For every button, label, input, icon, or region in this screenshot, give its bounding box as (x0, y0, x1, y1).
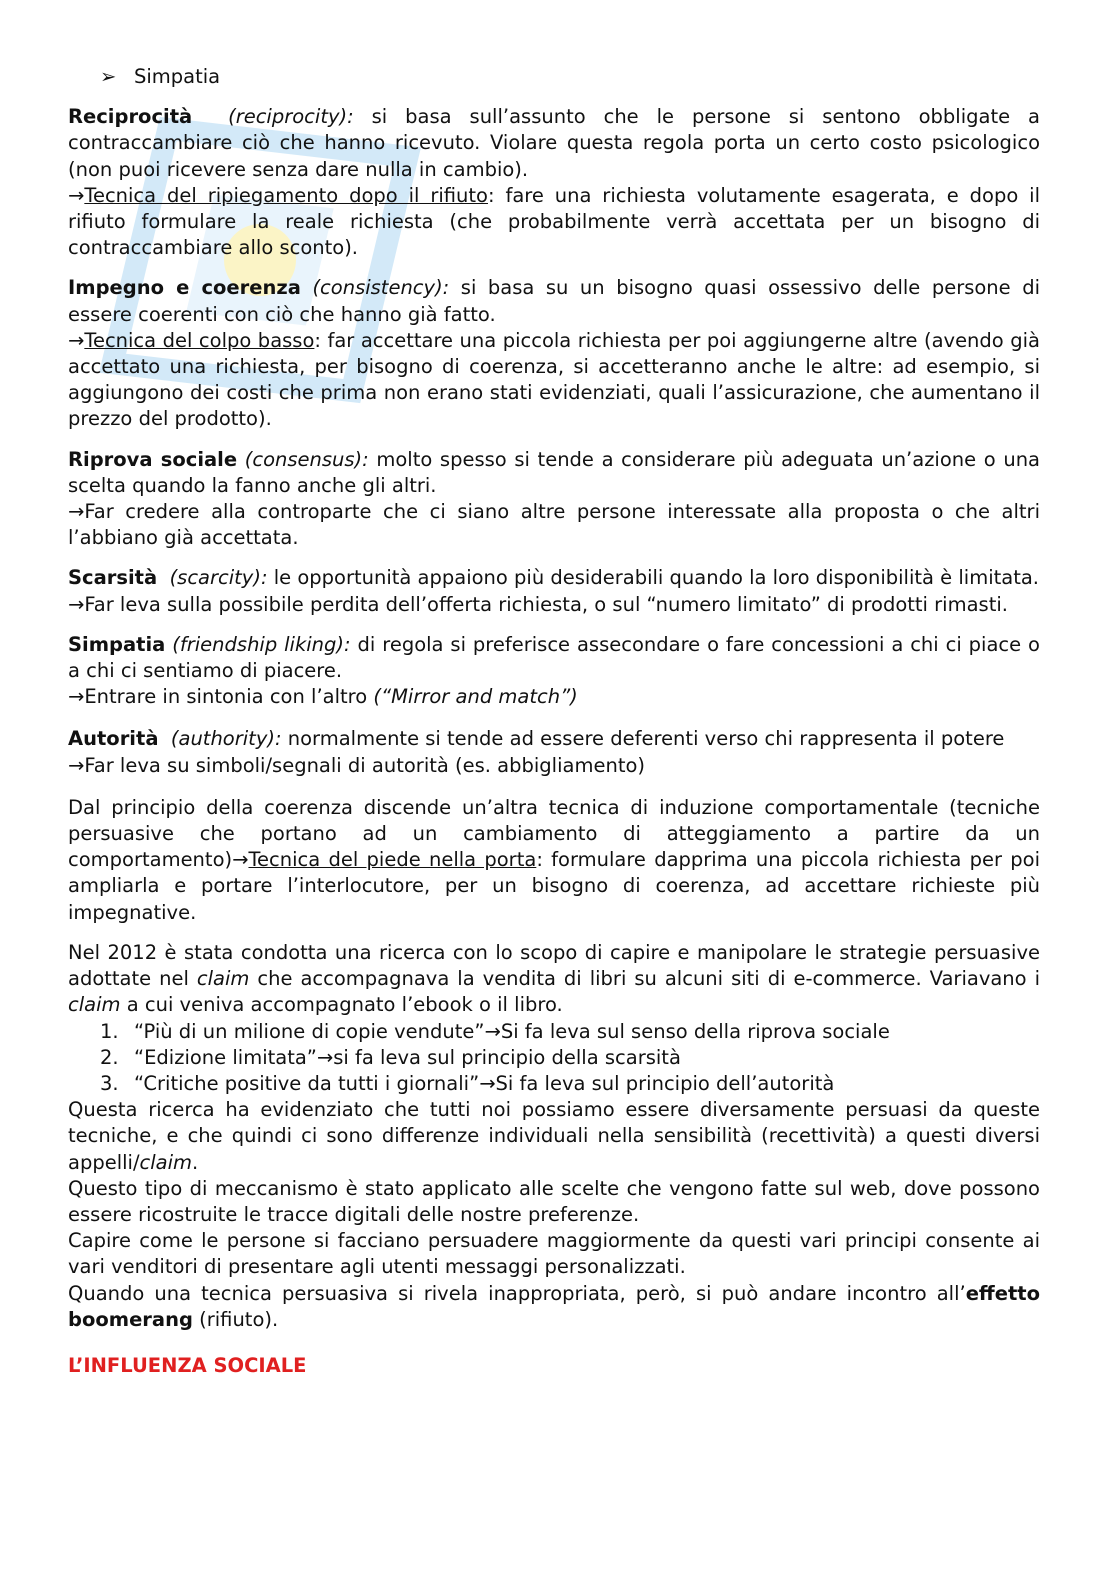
arrow-icon: → (316, 1045, 334, 1069)
arrow-icon: → (479, 1071, 496, 1095)
arrow-icon: → (68, 753, 85, 777)
term-authority-en: (authority): (170, 727, 282, 751)
boomerang-term: effetto boomerang (68, 1281, 1040, 1331)
paragraph-scarcity-tip (68, 592, 1040, 618)
list-text: si fa leva sul principio della scarsità (333, 1045, 681, 1069)
list-item (100, 1071, 1040, 1097)
technique-ripiegamento: Tecnica del ripiegamento dopo il rifiuto (84, 183, 488, 207)
technique-piede-porta: Tecnica del piede nella porta (248, 848, 537, 872)
section-title: L’INFLUENZA SOCIALE (68, 1353, 307, 1377)
research-text-a: Nel 2012 è stata condotta una ricerca con lo scopo di capire e manipolare le strategie persuasive adottate nel (68, 940, 1040, 991)
claims-list (68, 1019, 1040, 1098)
boomerang-text-b: (rifiuto). (192, 1307, 279, 1331)
arrow-icon: → (68, 685, 85, 709)
list-number: 2. (100, 1045, 119, 1069)
consistency-text: si basa su un bisogno quasi ossessivo delle persone di essere coerenti con ciò che hanno già fatto. (68, 276, 1040, 326)
research-result-claim: claim (139, 1150, 193, 1174)
list-item (100, 1019, 1040, 1045)
paragraph-consensus-tip (68, 499, 1040, 551)
list-quote: “Edizione limitata” (134, 1045, 317, 1069)
technique-colpo-basso-text: : far accettare una piccola richiesta per poi aggiungerne altre (avendo già accettato una richiesta, per bisogno di coerenza, si accetteranno anche le altre: ad esempio, si aggiungono dei costi che prima non erano stati evidenziati, quali l’assicurazione, che aumentano il prezzo del prodotto). (68, 328, 1040, 431)
paragraph-liking-tip (68, 684, 1040, 710)
paragraph-authority (68, 726, 1040, 752)
paragraph-foot-in-door (68, 795, 1040, 926)
technique-piede-porta-text: : formulare dapprima una piccola richiesta per poi ampliarla e portare l’interlocutore, per un bisogno di coerenza, ad accettare richieste più impegnative. (68, 848, 1040, 924)
paragraph-liking (68, 632, 1040, 684)
arrow-icon: → (484, 1019, 501, 1043)
list-number: 1. (100, 1019, 119, 1043)
list-quote: “Più di un milione di copie vendute” (134, 1019, 485, 1043)
bullet-text: Simpatia (134, 65, 221, 88)
technique-ripiegamento-text: : fare una richiesta volutamente esagerata, e dopo il rifiuto formulare la reale richiesta (che probabilmente verrà accettata per un bisogno di contraccambiare allo sconto). (68, 183, 1041, 260)
bullet-arrow-icon: ➢ (100, 65, 117, 88)
term-reciprocity: Reciprocità (68, 105, 193, 129)
term-consistency-en: (consistency): (312, 276, 450, 300)
research-result-end: . (192, 1150, 199, 1174)
paragraph-authority-tip (68, 753, 1040, 779)
term-reciprocity-en: (reciprocity): (228, 105, 354, 129)
term-liking: Simpatia (68, 632, 166, 656)
paragraph-scarcity (68, 565, 1040, 591)
research-result-text: Questa ricerca ha evidenziato che tutti noi possiamo essere diversamente persuasi da queste tecniche, e che quindi ci sono differenze individuali nella sensibilità (recettività) a questi diversi appelli/ (68, 1098, 1040, 1174)
list-text: Si fa leva sul senso della riprova sociale (500, 1019, 890, 1043)
foot-in-door-text: Dal principio della coerenza discende un’altra tecnica di induzione comportamentale (tecniche persuasive che portano ad un cambiamento di atteggiamento a partire da un comportamento) (68, 795, 1040, 872)
term-consensus-en: (consensus): (244, 447, 369, 471)
paragraph-research-result (68, 1097, 1040, 1176)
research-text-c: a cui veniva accompagnato l’ebook o il libro. (120, 993, 563, 1017)
bullet-list-item (100, 64, 1040, 90)
scarcity-text: le opportunità appaiono più desiderabili quando la loro disponibilità è limitata. (267, 566, 1039, 590)
research-claim-2: claim (68, 993, 121, 1017)
paragraph-consistency (68, 275, 1040, 327)
term-scarcity-en: (scarcity): (169, 566, 268, 590)
paragraph-research (68, 940, 1040, 1019)
liking-tip: Entrare in sintonia con l’altro (84, 685, 374, 709)
consensus-text: molto spesso si tende a considerare più adeguata un’azione o una scelta quando la fanno anche gli altri. (68, 447, 1041, 497)
document-page (68, 64, 1040, 1379)
technique-colpo-basso: Tecnica del colpo basso (84, 328, 315, 352)
arrow-icon: → (68, 328, 85, 352)
term-authority: Autorità (68, 727, 159, 751)
arrow-icon: → (68, 183, 85, 207)
arrow-icon: → (232, 848, 249, 872)
research-claim: claim (196, 967, 250, 991)
liking-tip-italic: (“Mirror and match”) (373, 685, 578, 709)
consensus-tip: Far credere alla controparte che ci siano altre persone interessate alla proposta o che altri l’abbiano già accettata. (68, 500, 1040, 550)
arrow-icon: → (68, 592, 85, 616)
paragraph-consensus (68, 447, 1040, 499)
paragraph-boomerang (68, 1281, 1040, 1333)
paragraph-personalized: Capire come le persone si facciano persuadere maggiormente da questi vari principi consente ai vari venditori di presentare agli utenti messaggi personalizzati. (68, 1229, 1040, 1279)
list-item (100, 1045, 1040, 1071)
list-text: Si fa leva sul principio dell’autorità (495, 1071, 835, 1095)
term-consensus: Riprova sociale (68, 447, 238, 471)
term-consistency: Impegno e coerenza (68, 276, 301, 300)
paragraph-web: Questo tipo di meccanismo è stato applicato alle scelte che vengono fatte sul web, dove possono essere ricostruite le tracce digitali delle nostre preferenze. (68, 1176, 1040, 1226)
term-liking-en: (friendship liking): (172, 632, 351, 656)
term-scarcity: Scarsità (68, 566, 158, 590)
authority-text: normalmente si tende ad essere deferenti verso chi rappresenta il potere (281, 727, 1005, 751)
paragraph-reciprocity (68, 104, 1040, 183)
list-number: 3. (100, 1071, 119, 1095)
liking-text: di regola si preferisce assecondare o fare concessioni a chi ci piace o a chi ci sentiamo di piacere. (68, 632, 1040, 683)
list-quote: “Critiche positive da tutti i giornali” (134, 1071, 480, 1095)
boomerang-text-a: Quando una tecnica persuasiva si rivela inappropriata, però, si può andare incontro all’ (68, 1281, 966, 1305)
paragraph-consistency-technique (68, 328, 1040, 433)
research-text-b: che accompagnava la vendita di libri su alcuni siti di e-commerce. Variavano i (249, 967, 1041, 991)
arrow-icon: → (68, 500, 85, 524)
authority-tip: Far leva su simboli/segnali di autorità (es. abbigliamento) (84, 753, 646, 777)
scarcity-tip: Far leva sulla possibile perdita dell’offerta richiesta, o sul “numero limitato” di prodotti rimasti. (84, 592, 1008, 616)
paragraph-reciprocity-technique (68, 183, 1040, 262)
reciprocity-text: si basa sull’assunto che le persone si sentono obbligate a contraccambiare ciò che hanno ricevuto. Violare questa regola porta un certo costo psicologico (non puoi ricevere senza dare nulla in cambio). (68, 105, 1041, 181)
